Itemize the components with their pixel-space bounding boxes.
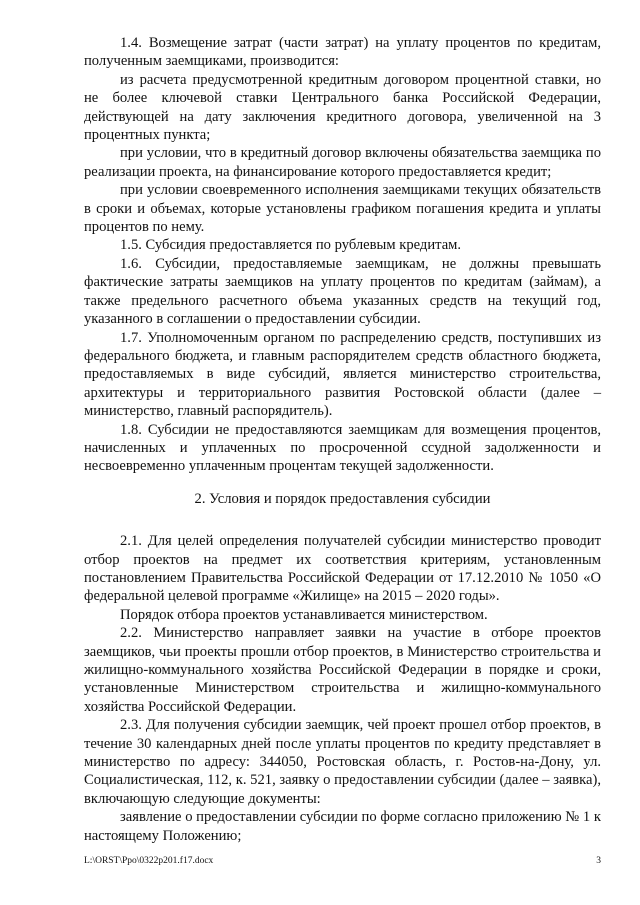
paragraph-1-5: 1.5. Субсидия предоставляется по рублевым кредитам. bbox=[120, 237, 462, 254]
paragraph-1-7: 1.7. Уполномоченным органом по распределению средств, поступивших из федерального бюджета, и главным распорядителем средств областного бюджета, предоставляемых в виде субсидий, является министерство строительства, архитектуры и территориального развития Ростовской области (далее – министерство, главный распорядитель). bbox=[84, 329, 601, 420]
paragraph-1-8: 1.8. Субсидии не предоставляются заемщикам для возмещения процентов, начисленных и уплаченных по просроченной ссудной задолженности и несвоевременно уплаченным процентам текущей задолженности. bbox=[84, 421, 601, 475]
document-page bbox=[84, 34, 601, 845]
section-heading: 2. Условия и порядок предоставления субсидии bbox=[194, 490, 491, 507]
footer-file-path: L:\ORST\Ppo\0322p201.f17.docx bbox=[84, 856, 214, 866]
paragraph-1-6: 1.6. Субсидии, предоставляемые заемщикам, не должны превышать фактические затраты заемщиков на уплату процентов по кредитам (займам), а также предельного расчетного объема указанных средств на текущий год, указанного в соглашении о предоставлении субсидии. bbox=[84, 255, 601, 328]
paragraph-selection-order: Порядок отбора проектов устанавливается министерством. bbox=[120, 606, 488, 623]
paragraph-1-4: 1.4. Возмещение затрат (части затрат) на уплату процентов по кредитам, полученным заемщиками, производится: bbox=[84, 35, 601, 70]
paragraph-2-2: 2.2. Министерство направляет заявки на участие в отборе проектов заемщиков, чьи проекты прошли отбор проектов, в Министерство строительства и жилищно-коммунального хозяйства Российской Федерации в порядке и сроки, установленные Министерством строительства и жилищно-коммунального хозяйства Российской Федерации. bbox=[84, 625, 601, 715]
paragraph-application-form: заявление о предоставлении субсидии по форме согласно приложению № 1 к настоящему Положению; bbox=[84, 809, 601, 844]
paragraph-2-3: 2.3. Для получения субсидии заемщик, чей проект прошел отбор проектов, в течение 30 календарных дней после уплаты процентов по кредиту представляет в министерство по адресу: 344050, Ростовская область, г. Ростов-на-Дону, ул. Социалистическая, 112, к. 521, заявку о предоставлении субсидии (далее – заявка), включающую следующие документы: bbox=[84, 717, 601, 807]
paragraph-obligation-condition: при условии, что в кредитный договор включены обязательства заемщика по реализации проекта, на финансирование которого предоставляется кредит; bbox=[84, 145, 601, 180]
paragraph-rate-condition: из расчета предусмотренной кредитным договором процентной ставки, но не более ключевой ставки Центрального банка Российской Федерации, действующей на дату заключения кредитного договора, увеличенной на 3 процентных пункта; bbox=[84, 71, 601, 144]
footer-page-number: 3 bbox=[596, 856, 601, 866]
paragraph-timely-condition: при условии своевременного исполнения заемщиками текущих обязательств в сроки и объемах, которые установлены графиком погашения кредита и уплаты процентов по нему. bbox=[84, 182, 601, 236]
paragraph-2-1: 2.1. Для целей определения получателей субсидии министерство проводит отбор проектов на предмет их соответствия критериям, установленным постановлением Правительства Российской Федерации от 17.12.2010 № 1050 «О федеральной целевой программе «Жилище» на 2015 – 2020 годы». bbox=[84, 533, 601, 605]
